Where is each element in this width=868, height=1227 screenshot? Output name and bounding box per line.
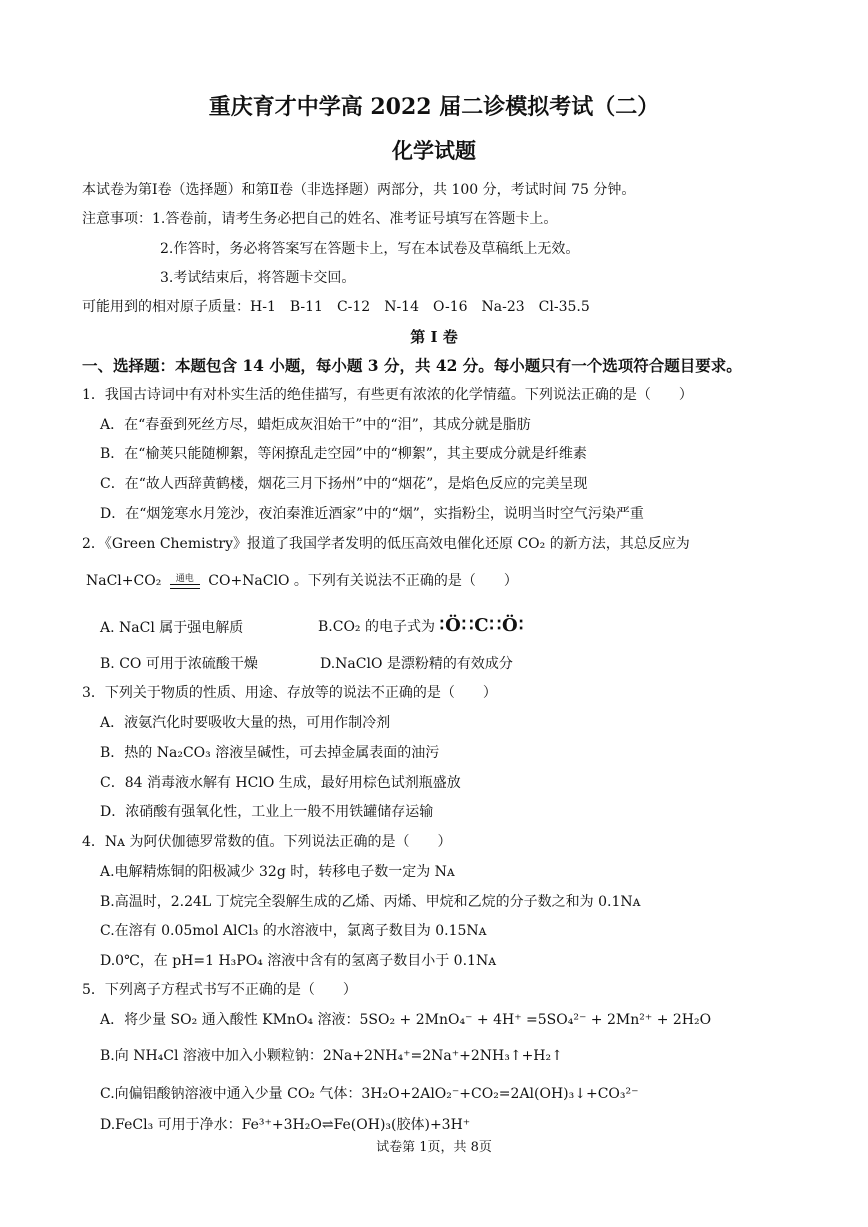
question-1-stem: 1．我国古诗词中有对朴实生活的绝佳描写，有些更有浓浓的化学情蕴。下列说法正确的是（ ）	[82, 387, 693, 403]
equation-right: CO+NaClO	[208, 573, 290, 589]
question-5-option-b: B.向 NH₄Cl 溶液中加入小颗粒钠：2Na+2NH₄⁺=2Na⁺+2NH₃↑+H₂↑	[100, 1048, 563, 1064]
reaction-condition: 通电	[170, 574, 200, 585]
exam-info: 本试卷为第Ⅰ卷（选择题）和第Ⅱ卷（非选择题）两部分，共 100 分，考试时间 75 分钟。	[82, 182, 636, 198]
question-5-option-a: A．将少量 SO₂ 通入酸性 KMnO₄ 溶液：5SO₂ + 2MnO₄⁻ + 4H⁺ =5SO₄²⁻ + 2Mn²⁺ + 2H₂O	[100, 1012, 712, 1028]
question-5-stem: 5．下列离子方程式书写不正确的是（ ）	[82, 982, 357, 998]
question-4-stem: 4．Nᴀ 为阿伏伽德罗常数的值。下列说法正确的是（ ）	[82, 834, 452, 850]
equation-left: NaCl+CO₂	[86, 573, 162, 589]
question-1-option-c: C．在“故人西辞黄鹤楼，烟花三月下扬州”中的“烟花”，是焰色反应的完美呈现	[100, 476, 588, 492]
question-4-option-a: A.电解精炼铜的阳极减少 32g 时，转移电子数一定为 Nᴀ	[100, 864, 455, 880]
question-2-option-c: B. CO 可用于浓硫酸干燥	[100, 656, 258, 672]
question-1-option-d: D．在“烟笼寒水月笼沙，夜泊秦淮近酒家”中的“烟”，实指粉尘，说明当时空气污染严重	[100, 506, 644, 522]
question-3-option-b: B．热的 Na₂CO₃ 溶液呈碱性，可去掉金属表面的油污	[100, 745, 440, 761]
question-4-option-d: D.0℃，在 pH=1 H₃PO₄ 溶液中含有的氢离子数目小于 0.1Nᴀ	[100, 953, 497, 969]
question-2-option-d: D.NaClO 是漂粉精的有效成分	[320, 656, 513, 672]
question-2-stem: 2．《Green Chemistry》报道了我国学者发明的低压高效电催化还原 CO₂ 的新方法，其总反应为	[82, 536, 690, 552]
notice-1: 注意事项：1.答卷前，请考生务必把自己的姓名、准考证号填写在答题卡上。	[82, 211, 558, 227]
option-b-text: B.CO₂ 的电子式为	[318, 619, 435, 635]
question-3-option-a: A．液氨汽化时要吸收大量的热，可用作制冷剂	[100, 715, 391, 731]
section-heading: 一、选择题：本题包含 14 小题，每小题 3 分，共 42 分。每小题只有一个选项符合题目要求。	[82, 356, 742, 375]
question-5-option-c: C.向偏铝酸钠溶液中通入少量 CO₂ 气体：3H₂O+2AlO₂⁻+CO₂=2Al(OH)₃↓+CO₃²⁻	[100, 1086, 639, 1102]
question-3-stem: 3．下列关于物质的性质、用途、存放等的说法不正确的是（ ）	[82, 685, 497, 701]
atomic-masses: 可能用到的相对原子质量：H-1 B-11 C-12 N-14 O-16 Na-23 Cl-35.5	[82, 299, 590, 315]
question-3-option-c: C．84 消毒液水解有 HClO 生成，最好用棕色试剂瓶盛放	[100, 775, 461, 791]
exam-title: 重庆育才中学高 2022 届二诊模拟考试（二）	[208, 94, 660, 120]
equation-tail: 。下列有关说法不正确的是（ ）	[293, 573, 518, 589]
exam-subtitle: 化学试题	[392, 138, 476, 163]
question-4-option-b: B.高温时，2.24L 丁烷完全裂解生成的乙烯、丙烯、甲烷和乙烷的分子数之和为 0.1Nᴀ	[100, 894, 641, 910]
question-5-option-d: D.FeCl₃ 可用于净水：Fe³⁺+3H₂O⇌Fe(OH)₃(胶体)+3H⁺	[100, 1117, 471, 1133]
notice-2: 2.作答时，务必将答案写在答题卡上，写在本试卷及草稿纸上无效。	[160, 241, 580, 257]
question-2-option-a: A. NaCl 属于强电解质	[100, 620, 244, 636]
question-2-equation	[86, 571, 518, 591]
page-footer: 试卷第 1页，共 8页	[376, 1140, 492, 1155]
volume-label: 第 I 卷	[410, 328, 458, 346]
reaction-arrow	[170, 574, 200, 589]
question-3-option-d: D．浓硝酸有强氧化性，工业上一般不用铁罐储存运输	[100, 804, 434, 820]
question-4-option-c: C.在溶有 0.05mol AlCl₃ 的水溶液中，氯离子数目为 0.15Nᴀ	[100, 923, 487, 939]
lewis-structure: ∶Ö∷C∷Ö∶	[439, 615, 525, 636]
question-1-option-a: A．在“春蚕到死丝方尽，蜡炬成灰泪始干”中的“泪”，其成分就是脂肪	[100, 417, 531, 433]
notice-3: 3.考试结束后，将答题卡交回。	[160, 270, 356, 286]
question-1-option-b: B．在“榆荚只能随柳絮，等闲撩乱走空园”中的“柳絮”，其主要成分就是纤维素	[100, 446, 587, 462]
question-2-option-b	[318, 616, 524, 637]
